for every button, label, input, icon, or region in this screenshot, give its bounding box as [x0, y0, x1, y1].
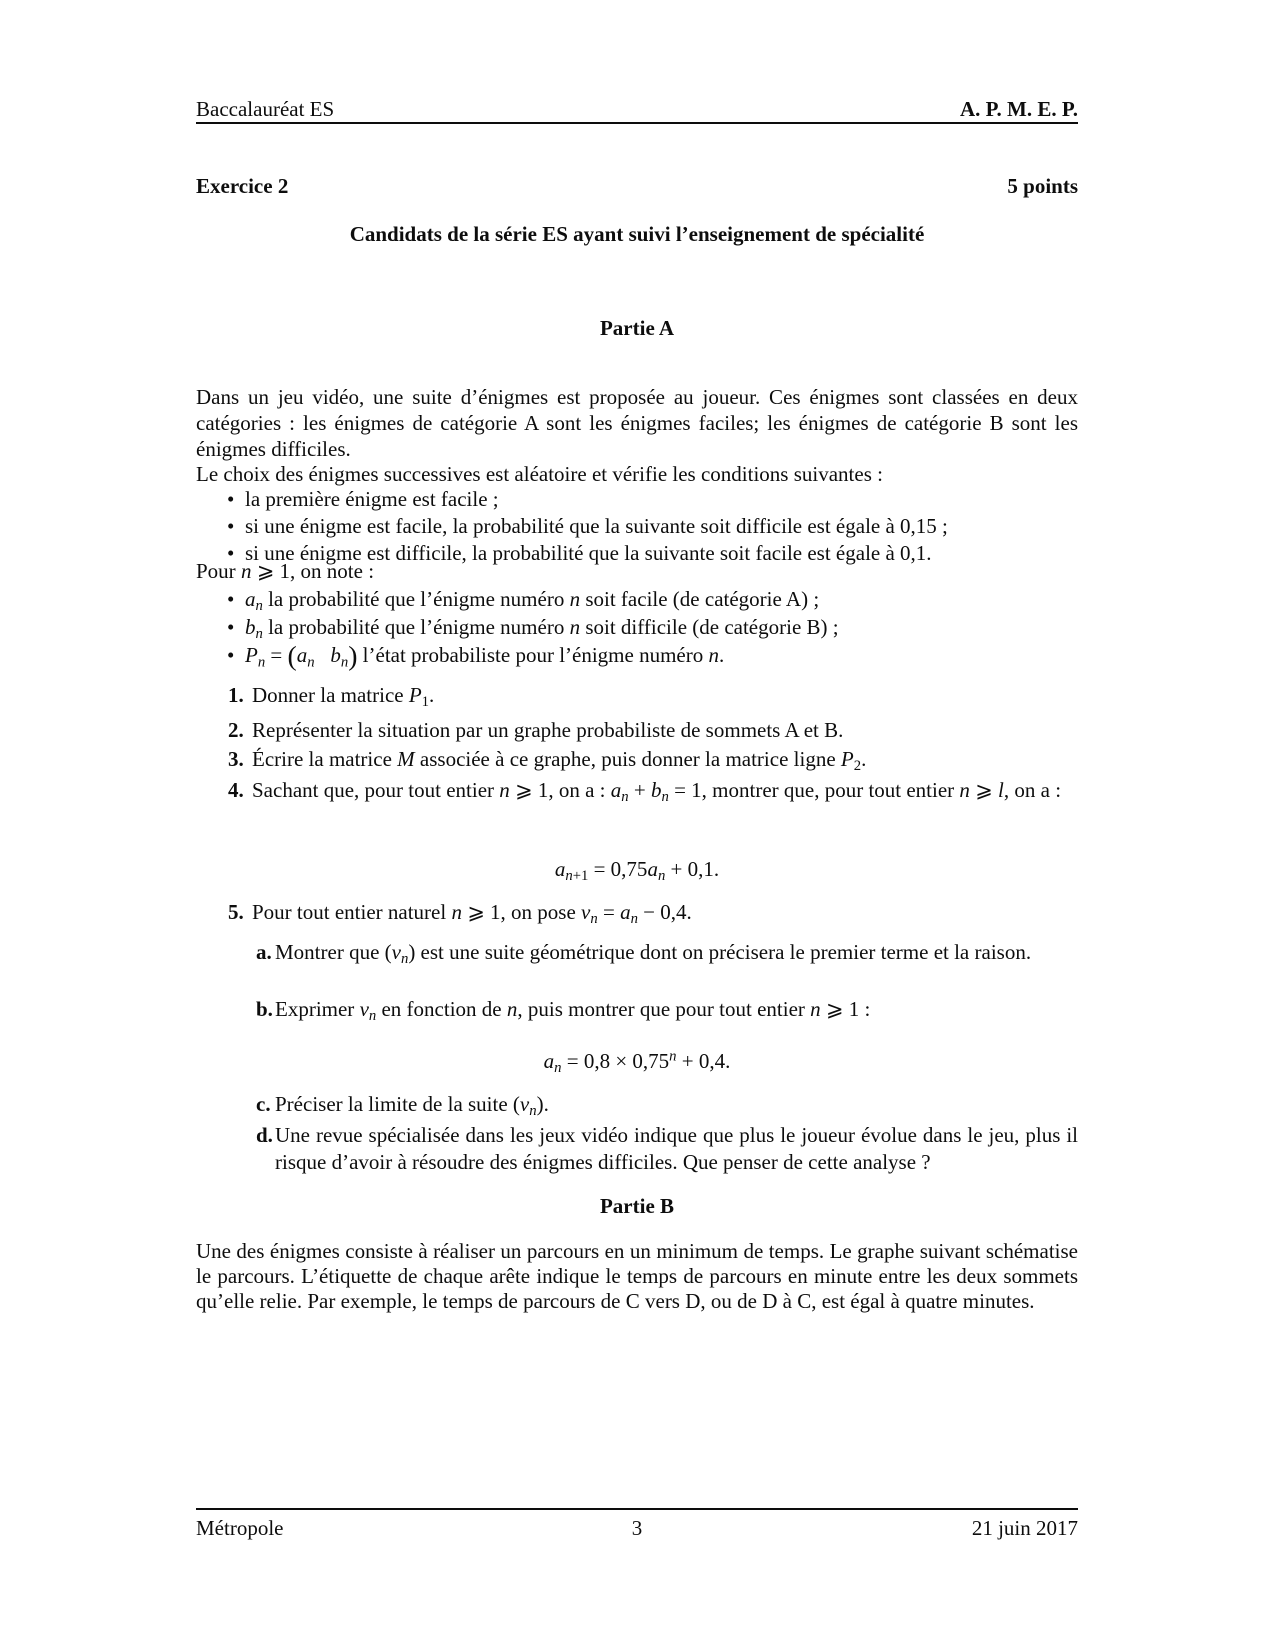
- question-number: 1.: [228, 683, 244, 707]
- question-text: Représenter la situation par un graphe probabiliste de sommets A et B.: [252, 718, 844, 742]
- exercise-title-row: [196, 174, 1078, 199]
- question-5b: [196, 996, 1078, 1024]
- question-letter: b.: [256, 997, 273, 1021]
- part-b-intro: Une des énigmes consiste à réaliser un parcours en un minimum de temps. Le graphe suivant schématise le parcours. L’étiquette de chaque arête indique le temps de parcours en minute entre les deux sommets qu’elle relie. Par exemple, le temps de parcours de C vers D, ou de D à C, est égal à quatre minutes.: [196, 1239, 1078, 1313]
- list-item: • la première énigme est facile ;: [196, 486, 1078, 513]
- header-exam-name: Baccalauréat ES: [196, 97, 335, 121]
- question-text: Pour tout entier naturel n ⩾ 1, on pose vn = an − 0,4.: [252, 900, 692, 928]
- question-number: 5.: [228, 900, 244, 924]
- question-letter: a.: [256, 940, 272, 964]
- header-org-name: A. P. M. E. P.: [959, 97, 1078, 121]
- part-a-conditions-intro: Le choix des énigmes successives est aléatoire et vérifie les conditions suivantes :: [196, 462, 883, 486]
- question-3: [196, 746, 1078, 774]
- list-item: • si une énigme est facile, la probabilité que la suivante soit difficile est égale à 0,15 ;: [196, 513, 1078, 540]
- question-text: Écrire la matrice M associée à ce graphe, puis donner la matrice ligne P2.: [252, 747, 867, 775]
- question-5a: [196, 939, 1078, 967]
- list-item: • Pn = (an bn) l’état probabiliste pour l’énigme numéro n.: [196, 642, 1078, 670]
- question-number: 4.: [228, 778, 244, 802]
- page-footer: [196, 1516, 1078, 1541]
- question-letter: c.: [256, 1092, 271, 1116]
- question-2: [196, 717, 1078, 744]
- exercise-label: Exercice 2: [196, 174, 289, 198]
- notation-intro: Pour n ⩾ 1, on note :: [196, 559, 375, 583]
- exercise-points: 5 points: [1007, 174, 1078, 198]
- question-letter: d.: [256, 1123, 273, 1147]
- list-item: • bn la probabilité que l’énigme numéro n soit difficile (de catégorie B) ;: [196, 614, 1078, 642]
- part-a-title: Partie A: [599, 316, 675, 340]
- part-a-intro: Dans un jeu vidéo, une suite d’énigmes est proposée au joueur. Ces énigmes sont classées en deux catégories : les énigmes de catégorie A sont les énigmes faciles; les énigmes de catégorie B sont les énigmes difficiles.: [196, 385, 1078, 461]
- list-item: • si une énigme est difficile, la probabilité que la suivante soit facile est égale à 0,1.: [196, 540, 1078, 567]
- footer-date: 21 juin 2017: [971, 1516, 1078, 1540]
- notations-list: [196, 586, 1078, 670]
- list-item: • an la probabilité que l’énigme numéro n soit facile (de catégorie A) ;: [196, 586, 1078, 614]
- exercise-subtitle: Candidats de la série ES ayant suivi l’enseignement de spécialité: [349, 222, 925, 246]
- question-1: [196, 682, 1078, 710]
- question-text: Exprimer vn en fonction de n, puis montrer que pour tout entier n ⩾ 1 :: [275, 997, 871, 1025]
- page-header: [196, 97, 1078, 122]
- footer-rule: [196, 1508, 1078, 1510]
- footer-location: Métropole: [196, 1516, 284, 1540]
- question-text: Sachant que, pour tout entier n ⩾ 1, on a : an + bn = 1, montrer que, pour tout entier n ⩾ l, on a :: [252, 778, 1062, 806]
- header-rule: [196, 122, 1078, 124]
- question-5c: [196, 1091, 1078, 1119]
- question-4: [196, 777, 1078, 805]
- explicit-formula: an = $0,8 \times 0,75^n + 0,4$.: [543, 1048, 731, 1077]
- question-text: Une revue spécialisée dans les jeux vidéo indique que plus le joueur évolue dans le jeu, plus il risque d’avoir à résoudre des énigmes difficiles. Que penser de cette analyse ?: [275, 1123, 1078, 1174]
- recurrence-formula: an+1 = 0,75an + 0,1.: [554, 857, 720, 885]
- part-b-title: Partie B: [599, 1194, 675, 1218]
- question-text: Préciser la limite de la suite (vn).: [275, 1092, 549, 1120]
- question-number: 2.: [228, 718, 244, 742]
- footer-page-number: 3: [631, 1516, 643, 1540]
- question-number: 3.: [228, 747, 244, 771]
- question-5d: [196, 1122, 1078, 1176]
- question-5: [196, 899, 1078, 927]
- question-text: Donner la matrice P1.: [252, 683, 435, 711]
- question-text: Montrer que (vn) est une suite géométrique dont on précisera le premier terme et la raison.: [275, 940, 1032, 968]
- conditions-list: [196, 486, 1078, 567]
